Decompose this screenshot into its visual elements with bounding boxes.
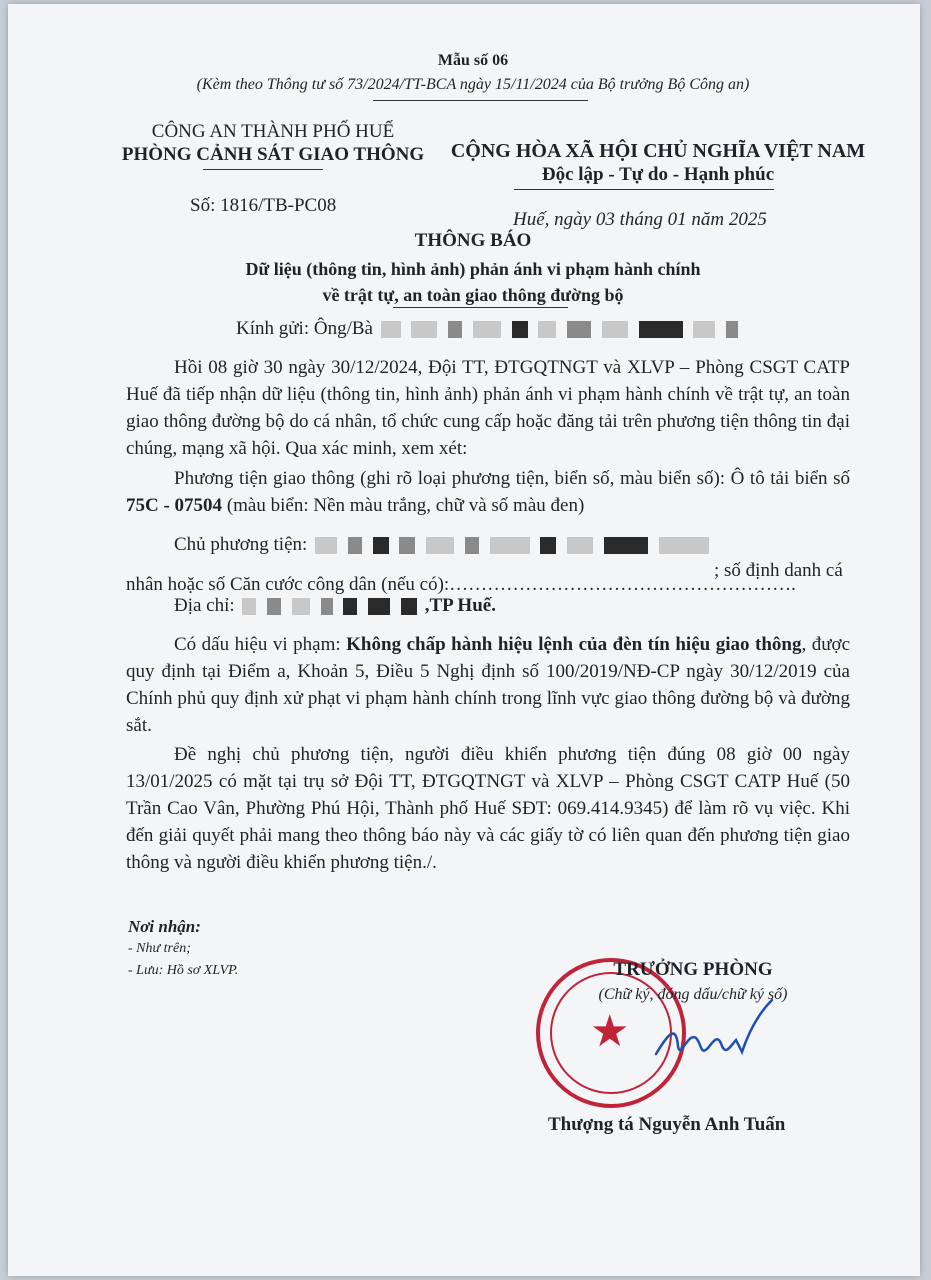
redacted-block: [448, 321, 462, 338]
document-number: Số: 1816/TB-PC08: [190, 195, 337, 216]
nation-motto: Độc lập - Tự do - Hạnh phúc: [541, 164, 775, 185]
issuer-department: PHÒNG CẢNH SÁT GIAO THÔNG: [121, 144, 425, 165]
form-number: Mẫu số 06: [437, 52, 509, 69]
issue-date: Huế, ngày 03 tháng 01 năm 2025: [513, 209, 767, 230]
redacted-block: [242, 598, 256, 615]
redacted-block: [473, 321, 501, 338]
star-icon: ★: [590, 1007, 630, 1056]
signer-name: Thượng tá Nguyễn Anh Tuấn: [548, 1114, 786, 1135]
redacted-block: [292, 598, 310, 615]
redacted-block: [604, 537, 648, 554]
redacted-block: [343, 598, 357, 615]
redacted-block: [726, 321, 738, 338]
issuer-rule: [203, 169, 323, 170]
addressee-line: [236, 315, 741, 342]
redacted-block: [540, 537, 556, 554]
redacted-block: [401, 598, 417, 615]
addressee-label: Kính gửi: Ông/Bà: [236, 318, 373, 339]
redacted-block: [373, 537, 389, 554]
redacted-block: [693, 321, 715, 338]
redacted-block: [411, 321, 437, 338]
owner-label: Chủ phương tiện:: [174, 534, 308, 555]
address-line: [174, 592, 496, 619]
paragraph-summons: Đề nghị chủ phương tiện, người điều khiển phương tiện đúng 08 giờ 00 ngày 13/01/2025 có mặt tại trụ sở Đội TT, ĐTGQTNGT và XLVP – Phòng CSGT CATP Huế (50 Trần Cao Vân, Phường Phú Hội, Thành phố Huế SĐT: 069.414.9345) để làm rõ vụ việc. Khi đến giải quyết phải mang theo thông báo này và các giấy tờ có liên quan đến phương tiện giao thông và người điều khiển phương tiện./.: [126, 744, 850, 873]
owner-id-tail: ; số định danh cá: [714, 560, 843, 581]
redacted-block: [567, 537, 593, 554]
recipients-label: Nơi nhận:: [128, 917, 201, 936]
paragraph-violation: Có dấu hiệu vi phạm: Không chấp hành hiệu lệnh của đèn tín hiệu giao thông, được quy định tại Điểm a, Khoản 5, Điều 5 Nghị định số 100/2019/NĐ-CP ngày 30/12/2019 của Chính phủ quy định xử phạt vi phạm hành chính trong lĩnh vực giao thông đường bộ và đường sắt.: [126, 634, 851, 736]
issuer-agency: CÔNG AN THÀNH PHỐ HUẾ: [151, 121, 395, 142]
redacted-block: [538, 321, 556, 338]
redacted-block: [465, 537, 479, 554]
redacted-block: [490, 537, 530, 554]
paragraph-vehicle: Phương tiện giao thông (ghi rõ loại phương tiện, biển số, màu biển số): Ô tô tải biển số 75C - 07504 (màu biển: Nền màu trắng, chữ và số màu đen): [126, 468, 850, 516]
redacted-block: [639, 321, 683, 338]
redacted-block: [567, 321, 591, 338]
recipient-item: - Như trên;: [128, 941, 191, 956]
motto-rule: [514, 189, 774, 190]
signer-title: TRƯỞNG PHÒNG: [613, 959, 773, 980]
document-page: [8, 4, 920, 1276]
redacted-block: [512, 321, 528, 338]
redacted-block: [321, 598, 333, 615]
paragraph-receipt: Hồi 08 giờ 30 ngày 30/12/2024, Đội TT, ĐTGQTNGT và XLVP – Phòng CSGT CATP Huế đã tiếp nhận dữ liệu (thông tin, hình ảnh) phản ánh vi phạm hành chính về trật tự, an toàn giao thông đường bộ do cá nhân, tổ chức cung cấp hoặc đăng tải trên phương tiện thông tin đại chúng, mạng xã hội. Qua xác minh, xem xét:: [126, 357, 850, 459]
license-plate: 75C - 07504: [126, 495, 223, 516]
redacted-block: [399, 537, 415, 554]
header-rule: [373, 100, 588, 101]
redacted-block: [426, 537, 454, 554]
notice-subtitle-1: Dữ liệu (thông tin, hình ảnh) phản ánh vi phạm hành chính: [245, 259, 701, 279]
nation-title: CỘNG HÒA XÃ HỘI CHỦ NGHĨA VIỆT NAM: [450, 140, 866, 162]
redacted-block: [381, 321, 401, 338]
redacted-block: [315, 537, 337, 554]
notice-subtitle-2: về trật tự, an toàn giao thông đường bộ: [322, 285, 624, 305]
violation-description: Không chấp hành hiệu lệnh của đèn tín hiệu giao thông: [346, 634, 802, 655]
form-reference: (Kèm theo Thông tư số 73/2024/TT-BCA ngày 15/11/2024 của Bộ trưởng Bộ Công an): [196, 76, 750, 93]
redacted-block: [368, 598, 390, 615]
owner-line: [174, 531, 850, 558]
notice-title: THÔNG BÁO: [414, 230, 532, 251]
id-number-line: nhân hoặc số Căn cước công dân (nếu có):……………………………………………….: [126, 574, 796, 595]
handwritten-signature: [648, 994, 778, 1074]
title-rule: [393, 307, 568, 308]
address-label: Địa chỉ:: [174, 595, 235, 616]
recipient-item: - Lưu: Hồ sơ XLVP.: [128, 963, 239, 978]
redacted-block: [267, 598, 281, 615]
address-city: ,TP Huế.: [424, 595, 496, 616]
redacted-block: [348, 537, 362, 554]
redacted-block: [659, 537, 709, 554]
signature-note: (Chữ ký, đóng dấu/chữ ký số): [598, 986, 788, 1003]
redacted-block: [602, 321, 628, 338]
